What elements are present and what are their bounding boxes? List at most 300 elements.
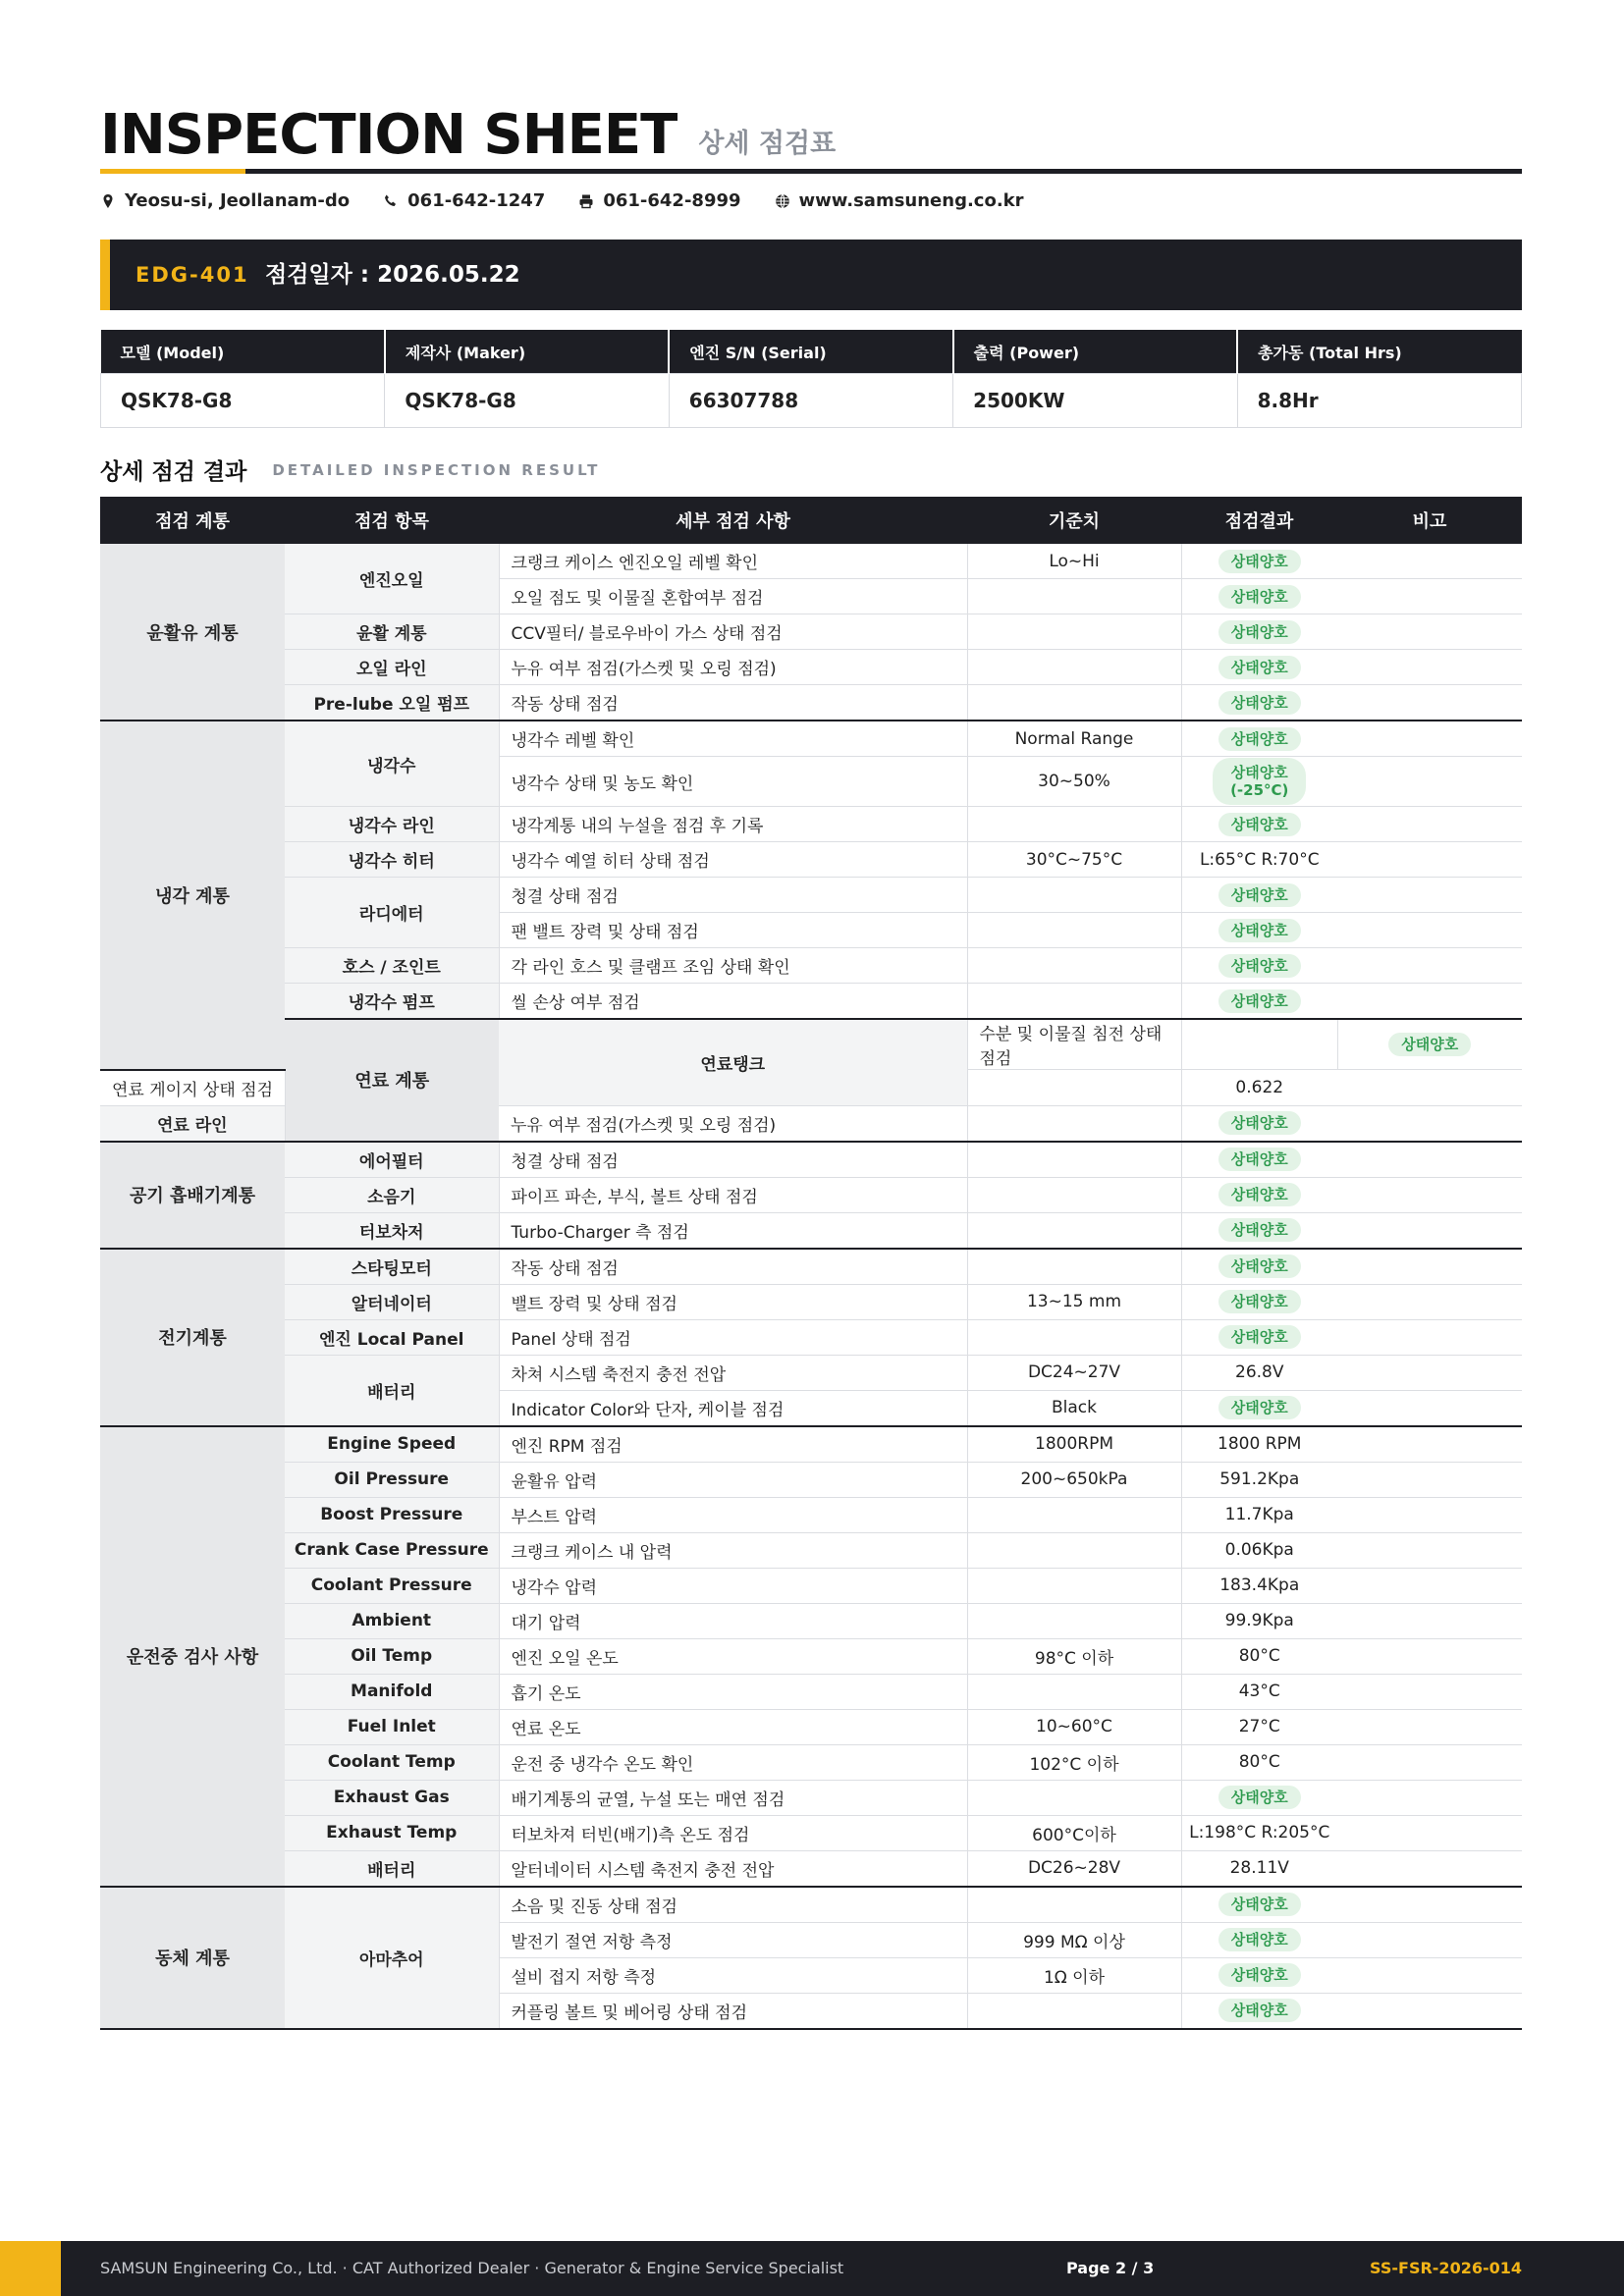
result-cell xyxy=(1181,878,1337,913)
item-cell: 연료탱크 xyxy=(499,1019,967,1105)
result-cell: L:65°C R:70°C xyxy=(1181,842,1337,878)
detail-cell: 엔진 오일 온도 xyxy=(499,1638,967,1674)
result-cell xyxy=(1181,1922,1337,1957)
standard-cell: 30~50% xyxy=(967,757,1181,807)
note-cell xyxy=(1337,1462,1522,1497)
standard-cell xyxy=(967,614,1181,650)
detail-cell: 작동 상태 점검 xyxy=(499,1249,967,1285)
status-badge-line1: 상태양호 xyxy=(1230,764,1288,781)
standard-cell xyxy=(967,1319,1181,1355)
note-cell xyxy=(1337,685,1522,721)
note-cell xyxy=(1337,1319,1522,1355)
footer-doc-number: SS-FSR-2026-014 xyxy=(1370,2259,1522,2277)
standard-cell xyxy=(967,913,1181,948)
result-cell xyxy=(1181,757,1337,807)
item-cell: 냉각수 히터 xyxy=(285,842,499,878)
note-cell xyxy=(1337,757,1522,807)
note-cell xyxy=(1337,1142,1522,1178)
standard-cell xyxy=(967,1780,1181,1815)
standard-cell: Lo~Hi xyxy=(967,544,1181,579)
item-cell: 알터네이터 xyxy=(285,1284,499,1319)
standard-cell xyxy=(967,579,1181,614)
detail-cell: 오일 점도 및 이물질 혼합여부 점검 xyxy=(499,579,967,614)
table-row xyxy=(100,1603,1522,1638)
item-cell: Crank Case Pressure xyxy=(285,1532,499,1568)
status-badge: 상태양호 xyxy=(1218,1999,1301,2022)
result-cell: 27°C xyxy=(1181,1709,1337,1744)
col-header-result: 점검결과 xyxy=(1181,497,1337,544)
system-cell: 냉각 계통 xyxy=(100,721,285,1070)
standard-cell xyxy=(967,1212,1181,1249)
result-cell: 99.9Kpa xyxy=(1181,1603,1337,1638)
note-cell xyxy=(1337,1284,1522,1319)
result-cell xyxy=(1181,650,1337,685)
spec-header-power: 출력 (Power) xyxy=(953,330,1237,374)
status-badge: 상태양호 xyxy=(1218,1963,1301,1987)
spec-value-power: 2500KW xyxy=(953,374,1237,428)
standard-cell: DC26~28V xyxy=(967,1850,1181,1887)
table-row xyxy=(100,1142,1522,1178)
result-cell: 43°C xyxy=(1181,1674,1337,1709)
phone-text: 061-642-1247 xyxy=(407,190,546,211)
table-row xyxy=(100,1284,1522,1319)
table-row xyxy=(100,1355,1522,1390)
result-cell: 80°C xyxy=(1181,1744,1337,1780)
status-badge: 상태양호 xyxy=(1218,1111,1301,1135)
result-cell xyxy=(1337,1019,1522,1070)
status-badge: 상태양호 xyxy=(1218,727,1301,751)
status-badge: 상태양호 xyxy=(1218,691,1301,715)
table-row xyxy=(100,1426,1522,1463)
standard-cell xyxy=(967,1070,1181,1106)
standard-cell: 1800RPM xyxy=(967,1426,1181,1463)
item-cell: 연료 라인 xyxy=(100,1105,285,1142)
table-row xyxy=(100,807,1522,842)
table-row xyxy=(100,650,1522,685)
note-cell xyxy=(1337,1744,1522,1780)
table-row xyxy=(100,685,1522,721)
status-badge: 상태양호 xyxy=(1218,1290,1301,1313)
note-cell xyxy=(1337,1070,1522,1106)
item-cell: 스타팅모터 xyxy=(285,1249,499,1285)
result-cell: 591.2Kpa xyxy=(1181,1462,1337,1497)
contact-fax xyxy=(578,190,740,211)
item-cell: 호스 / 조인트 xyxy=(285,948,499,984)
note-cell xyxy=(1337,1426,1522,1463)
note-cell xyxy=(1337,1780,1522,1815)
table-row xyxy=(100,614,1522,650)
note-cell xyxy=(1337,1390,1522,1426)
detail-cell: 각 라인 호스 및 클램프 조임 상태 확인 xyxy=(499,948,967,984)
standard-cell xyxy=(967,685,1181,721)
system-cell: 윤활유 계통 xyxy=(100,544,285,721)
note-cell xyxy=(1337,1212,1522,1249)
result-cell: 183.4Kpa xyxy=(1181,1568,1337,1603)
item-cell: Oil Temp xyxy=(285,1638,499,1674)
spec-header-model: 모델 (Model) xyxy=(101,330,385,374)
result-cell xyxy=(1181,1319,1337,1355)
col-header-standard: 기준치 xyxy=(967,497,1181,544)
status-badge xyxy=(1213,758,1306,805)
detail-cell: 소음 및 진동 상태 점검 xyxy=(499,1887,967,1923)
standard-cell xyxy=(967,1993,1181,2029)
item-cell: 엔진 Local Panel xyxy=(285,1319,499,1355)
standard-cell xyxy=(967,1887,1181,1923)
detail-cell: 냉각수 상태 및 농도 확인 xyxy=(499,757,967,807)
standard-cell: 1Ω 이하 xyxy=(967,1957,1181,1993)
status-badge: 상태양호 xyxy=(1218,1255,1301,1278)
result-cell xyxy=(1181,1780,1337,1815)
status-badge: 상태양호 xyxy=(1218,1928,1301,1951)
inspection-banner xyxy=(100,240,1522,310)
note-cell xyxy=(1337,1105,1522,1142)
detail-cell: 윤활유 압력 xyxy=(499,1462,967,1497)
result-cell: 11.7Kpa xyxy=(1181,1497,1337,1532)
status-badge: 상태양호 xyxy=(1218,954,1301,978)
detail-cell: 차쳐 시스템 축전지 충전 전압 xyxy=(499,1355,967,1390)
standard-cell xyxy=(967,1105,1181,1142)
note-cell xyxy=(1337,1922,1522,1957)
item-cell: Manifold xyxy=(285,1674,499,1709)
standard-cell xyxy=(967,1177,1181,1212)
item-cell: 엔진오일 xyxy=(285,544,499,614)
result-cell xyxy=(1181,948,1337,984)
item-cell: 배터리 xyxy=(285,1850,499,1887)
standard-cell xyxy=(967,1497,1181,1532)
table-row xyxy=(100,1249,1522,1285)
note-cell xyxy=(1337,1709,1522,1744)
contact-website xyxy=(775,190,1024,211)
note-cell xyxy=(1337,842,1522,878)
note-cell xyxy=(1337,1957,1522,1993)
result-cell xyxy=(1181,984,1337,1020)
detail-cell: 파이프 파손, 부식, 볼트 상태 점검 xyxy=(499,1177,967,1212)
result-cell: 0.06Kpa xyxy=(1181,1532,1337,1568)
inspection-table xyxy=(100,497,1522,2030)
note-cell xyxy=(1337,807,1522,842)
note-cell xyxy=(1337,1177,1522,1212)
col-header-note: 비고 xyxy=(1337,497,1522,544)
table-row xyxy=(100,1177,1522,1212)
standard-cell: 102°C 이하 xyxy=(967,1744,1181,1780)
item-cell: 아마추어 xyxy=(285,1887,499,2029)
standard-cell: 10~60°C xyxy=(967,1709,1181,1744)
section-title-en: DETAILED INSPECTION RESULT xyxy=(272,460,601,479)
table-row xyxy=(100,948,1522,984)
note-cell xyxy=(1337,1603,1522,1638)
detail-cell: Panel 상태 점검 xyxy=(499,1319,967,1355)
section-heading xyxy=(100,454,600,486)
status-badge: 상태양호 xyxy=(1218,585,1301,609)
result-cell xyxy=(1181,1284,1337,1319)
address-text: Yeosu-si, Jeollanam-do xyxy=(125,190,351,211)
system-cell: 동체 계통 xyxy=(100,1887,285,2029)
status-badge: 상태양호 xyxy=(1218,1218,1301,1242)
result-cell xyxy=(1181,1887,1337,1923)
col-header-item: 점검 항목 xyxy=(285,497,499,544)
detail-cell: 청결 상태 점검 xyxy=(499,1142,967,1178)
note-cell xyxy=(1337,1249,1522,1285)
item-cell: Coolant Temp xyxy=(285,1744,499,1780)
result-cell xyxy=(1181,807,1337,842)
standard-cell xyxy=(967,1249,1181,1285)
note-cell xyxy=(1337,614,1522,650)
result-cell xyxy=(1181,913,1337,948)
inspection-date: 점검일자 : 2026.05.22 xyxy=(265,262,520,288)
detail-cell: 터보차져 터빈(배기)측 온도 점검 xyxy=(499,1815,967,1850)
note-cell xyxy=(1337,1674,1522,1709)
detail-cell: 대기 압력 xyxy=(499,1603,967,1638)
table-row xyxy=(100,1319,1522,1355)
item-cell: 오일 라인 xyxy=(285,650,499,685)
note-cell xyxy=(1337,948,1522,984)
standard-cell: DC24~27V xyxy=(967,1355,1181,1390)
detail-cell: 알터네이터 시스템 축전지 충전 전압 xyxy=(499,1850,967,1887)
status-badge: 상태양호 xyxy=(1218,1786,1301,1809)
table-row xyxy=(100,721,1522,757)
status-badge: 상태양호 xyxy=(1218,1893,1301,1916)
note-cell xyxy=(1337,1497,1522,1532)
status-badge: 상태양호 xyxy=(1218,1183,1301,1206)
table-row xyxy=(100,1887,1522,1923)
standard-cell: Normal Range xyxy=(967,721,1181,757)
standard-cell: 200~650kPa xyxy=(967,1462,1181,1497)
fax-icon xyxy=(578,193,594,209)
detail-cell: 배기계통의 균열, 누설 또는 매연 점검 xyxy=(499,1780,967,1815)
spec-value-serial: 66307788 xyxy=(669,374,952,428)
table-row xyxy=(100,878,1522,913)
result-cell xyxy=(1181,1105,1337,1142)
detail-cell: 발전기 절연 저항 측정 xyxy=(499,1922,967,1957)
detail-cell: 청결 상태 점검 xyxy=(499,878,967,913)
detail-cell: 수분 및 이물질 침전 상태 점검 xyxy=(967,1019,1181,1070)
note-cell xyxy=(1337,1532,1522,1568)
detail-cell: 연료 게이지 상태 점검 xyxy=(100,1070,285,1106)
detail-cell: 커플링 볼트 및 베어링 상태 점검 xyxy=(499,1993,967,2029)
spec-header-serial: 엔진 S/N (Serial) xyxy=(669,330,952,374)
item-cell: 라디에터 xyxy=(285,878,499,948)
equipment-code: EDG-401 xyxy=(135,263,249,287)
table-row xyxy=(100,1212,1522,1249)
col-header-system: 점검 계통 xyxy=(100,497,285,544)
table-row xyxy=(100,1674,1522,1709)
result-cell xyxy=(1181,1390,1337,1426)
result-cell xyxy=(1181,1142,1337,1178)
note-cell xyxy=(1337,913,1522,948)
status-badge: 상태양호 xyxy=(1388,1033,1471,1056)
title-divider-accent xyxy=(100,169,245,174)
footer-accent xyxy=(0,2241,61,2296)
detail-cell: 누유 여부 점검(가스켓 및 오링 점검) xyxy=(499,650,967,685)
item-cell: 배터리 xyxy=(285,1355,499,1426)
standard-cell xyxy=(967,948,1181,984)
table-row xyxy=(100,1568,1522,1603)
item-cell: 에어필터 xyxy=(285,1142,499,1178)
detail-cell: 냉각수 예열 히터 상태 점검 xyxy=(499,842,967,878)
item-cell: Ambient xyxy=(285,1603,499,1638)
spec-table xyxy=(100,330,1522,428)
detail-cell: 씰 손상 여부 점검 xyxy=(499,984,967,1020)
table-row xyxy=(100,544,1522,579)
col-header-detail: 세부 점검 사항 xyxy=(499,497,967,544)
status-badge: 상태양호 xyxy=(1218,989,1301,1013)
item-cell: Boost Pressure xyxy=(285,1497,499,1532)
standard-cell: 98°C 이하 xyxy=(967,1638,1181,1674)
table-row xyxy=(100,1497,1522,1532)
item-cell: 냉각수 라인 xyxy=(285,807,499,842)
note-cell xyxy=(1337,1638,1522,1674)
table-row xyxy=(100,1815,1522,1850)
result-cell: 28.11V xyxy=(1181,1850,1337,1887)
result-cell xyxy=(1181,544,1337,579)
result-cell: 1800 RPM xyxy=(1181,1426,1337,1463)
result-cell: 0.622 xyxy=(1181,1070,1337,1106)
detail-cell: Indicator Color와 단자, 케이블 점검 xyxy=(499,1390,967,1426)
item-cell: Oil Pressure xyxy=(285,1462,499,1497)
result-cell xyxy=(1181,721,1337,757)
footer-company: SAMSUN Engineering Co., Ltd. · CAT Authorized Dealer · Generator & Engine Service Specialist xyxy=(100,2259,844,2277)
table-row xyxy=(100,1744,1522,1780)
spec-value-total-hrs: 8.8Hr xyxy=(1237,374,1521,428)
section-title-ko: 상세 점검 결과 xyxy=(100,459,247,485)
detail-cell: 흡기 온도 xyxy=(499,1674,967,1709)
standard-cell xyxy=(967,650,1181,685)
status-badge: 상태양호 xyxy=(1218,1325,1301,1349)
table-row xyxy=(100,984,1522,1020)
detail-cell: 작동 상태 점검 xyxy=(499,685,967,721)
table-row xyxy=(100,1462,1522,1497)
item-cell: Engine Speed xyxy=(285,1426,499,1463)
note-cell xyxy=(1337,1815,1522,1850)
result-cell xyxy=(1181,579,1337,614)
status-badge: 상태양호 xyxy=(1218,620,1301,644)
detail-cell: CCV필터/ 블로우바이 가스 상태 점검 xyxy=(499,614,967,650)
status-badge: 상태양호 xyxy=(1218,1148,1301,1171)
status-badge: 상태양호 xyxy=(1218,1396,1301,1419)
spec-value-maker: QSK78-G8 xyxy=(385,374,669,428)
contact-bar xyxy=(100,190,1057,211)
note-cell xyxy=(1337,721,1522,757)
title-divider xyxy=(100,169,1522,174)
standard-cell xyxy=(967,1603,1181,1638)
note-cell xyxy=(1337,1887,1522,1923)
status-badge: 상태양호 xyxy=(1218,813,1301,836)
result-cell: 26.8V xyxy=(1181,1355,1337,1390)
detail-cell: 냉각계통 내의 누설을 점검 후 기록 xyxy=(499,807,967,842)
detail-cell: 냉각수 레벨 확인 xyxy=(499,721,967,757)
result-cell: L:198°C R:205°C xyxy=(1181,1815,1337,1850)
item-cell: Pre-lube 오일 펌프 xyxy=(285,685,499,721)
detail-cell: 설비 접지 저항 측정 xyxy=(499,1957,967,1993)
standard-cell: 13~15 mm xyxy=(967,1284,1181,1319)
standard-cell xyxy=(967,878,1181,913)
note-cell xyxy=(1337,544,1522,579)
note-cell xyxy=(1337,984,1522,1020)
detail-cell: 연료 온도 xyxy=(499,1709,967,1744)
result-cell xyxy=(1181,1957,1337,1993)
item-cell: Fuel Inlet xyxy=(285,1709,499,1744)
standard-cell xyxy=(967,807,1181,842)
status-badge-line2: (-25°C) xyxy=(1230,781,1289,799)
status-badge: 상태양호 xyxy=(1218,919,1301,942)
page-title: INSPECTION SHEET xyxy=(100,103,677,167)
table-row xyxy=(100,1780,1522,1815)
result-cell xyxy=(1181,1212,1337,1249)
system-cell: 공기 흡배기계통 xyxy=(100,1142,285,1249)
table-row xyxy=(100,1019,1522,1070)
note-cell xyxy=(1337,1355,1522,1390)
item-cell: 냉각수 xyxy=(285,721,499,807)
standard-cell xyxy=(967,1568,1181,1603)
standard-cell: Black xyxy=(967,1390,1181,1426)
standard-cell xyxy=(1181,1019,1337,1070)
standard-cell: 999 MΩ 이상 xyxy=(967,1922,1181,1957)
standard-cell: 30°C~75°C xyxy=(967,842,1181,878)
standard-cell xyxy=(967,1674,1181,1709)
detail-cell: 밸트 장력 및 상태 점검 xyxy=(499,1284,967,1319)
result-cell xyxy=(1181,1993,1337,2029)
spec-header-total-hrs: 총가동 (Total Hrs) xyxy=(1237,330,1521,374)
note-cell xyxy=(1337,1993,1522,2029)
fax-text: 061-642-8999 xyxy=(603,190,741,211)
table-row xyxy=(100,1850,1522,1887)
item-cell: Exhaust Gas xyxy=(285,1780,499,1815)
banner-accent xyxy=(100,240,110,310)
standard-cell: 600°C이하 xyxy=(967,1815,1181,1850)
table-row xyxy=(100,842,1522,878)
page-footer xyxy=(0,2241,1624,2296)
phone-icon xyxy=(383,193,399,209)
globe-icon xyxy=(775,193,790,209)
detail-cell: 크랭크 케이스 내 압력 xyxy=(499,1532,967,1568)
item-cell: 냉각수 펌프 xyxy=(285,984,499,1020)
system-cell: 운전중 검사 사항 xyxy=(100,1426,285,1887)
table-row xyxy=(100,1638,1522,1674)
detail-cell: 엔진 RPM 점검 xyxy=(499,1426,967,1463)
result-cell xyxy=(1181,1177,1337,1212)
detail-cell: 팬 밸트 장력 및 상태 점검 xyxy=(499,913,967,948)
table-row xyxy=(100,1709,1522,1744)
system-cell: 연료 계통 xyxy=(285,1019,499,1142)
contact-phone xyxy=(383,190,545,211)
system-cell: 전기계통 xyxy=(100,1249,285,1426)
detail-cell: Turbo-Charger 측 점검 xyxy=(499,1212,967,1249)
item-cell: 윤활 계통 xyxy=(285,614,499,650)
item-cell: 터보차저 xyxy=(285,1212,499,1249)
spec-value-model: QSK78-G8 xyxy=(101,374,385,428)
item-cell: Coolant Pressure xyxy=(285,1568,499,1603)
table-row xyxy=(100,1532,1522,1568)
detail-cell: 누유 여부 점검(가스켓 및 오링 점검) xyxy=(499,1105,967,1142)
note-cell xyxy=(1337,878,1522,913)
result-cell xyxy=(1181,1249,1337,1285)
standard-cell xyxy=(967,1142,1181,1178)
standard-cell xyxy=(967,1532,1181,1568)
result-cell xyxy=(1181,685,1337,721)
website-text: www.samsuneng.co.kr xyxy=(798,190,1024,211)
note-cell xyxy=(1337,1568,1522,1603)
item-cell: Exhaust Temp xyxy=(285,1815,499,1850)
title-row xyxy=(100,96,836,165)
detail-cell: 크랭크 케이스 엔진오일 레벨 확인 xyxy=(499,544,967,579)
detail-cell: 운전 중 냉각수 온도 확인 xyxy=(499,1744,967,1780)
spec-header-maker: 제작사 (Maker) xyxy=(385,330,669,374)
location-pin-icon xyxy=(100,193,116,209)
item-cell: 소음기 xyxy=(285,1177,499,1212)
status-badge: 상태양호 xyxy=(1218,656,1301,679)
note-cell xyxy=(1337,650,1522,685)
detail-cell: 냉각수 압력 xyxy=(499,1568,967,1603)
